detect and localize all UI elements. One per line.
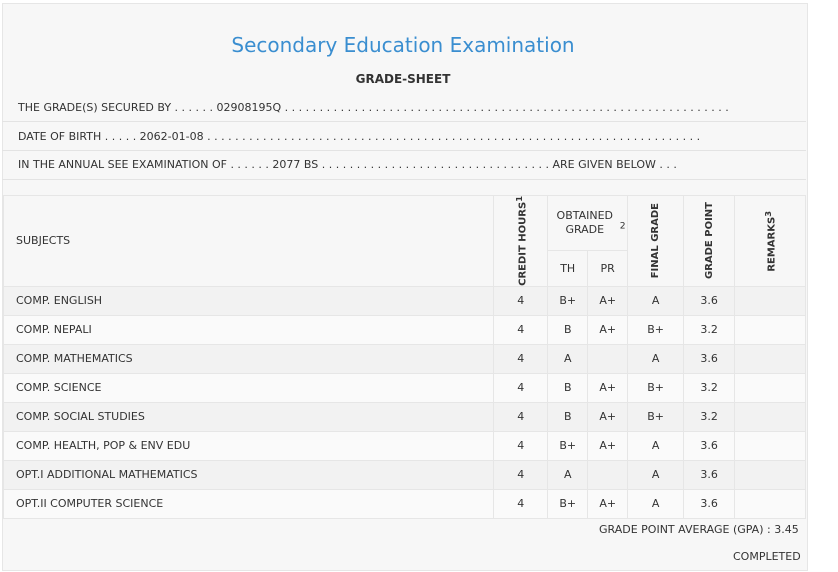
subject-cell: COMP. HEALTH, POP & ENV EDU [4,431,494,460]
final-grade-cell: B+ [628,373,684,402]
subject-cell: OPT.I ADDITIONAL MATHEMATICS [4,460,494,489]
credit-hours-cell: 4 [494,431,548,460]
final-grade-cell: B+ [628,315,684,344]
divider [2,150,806,151]
credit-hours-cell: 4 [494,402,548,431]
subjects-header-label: SUBJECTS [16,234,71,248]
theory-grade-cell: A [548,460,588,489]
remarks-cell [735,460,806,489]
footnote-marker: 2 [619,220,626,232]
remarks-cell [735,373,806,402]
remarks-cell [735,402,806,431]
grade-point-cell: 3.6 [684,460,735,489]
footnote-marker: 3 [762,210,773,217]
divider [2,121,806,122]
theory-grade-cell: B+ [548,431,588,460]
subject-cell: COMP. SCIENCE [4,373,494,402]
remarks-cell [735,431,806,460]
final-grade-cell: A [628,431,684,460]
obtained-grade-label: OBTAINED GRADE [556,208,614,236]
theory-grade-cell: B [548,315,588,344]
practical-grade-cell: A+ [588,431,628,460]
practical-grade-cell: A+ [588,373,628,402]
secured-by-line: THE GRADE(S) SECURED BY . . . . . . 02908195Q . . . . . . . . . . . . . . . . . . . . . . . . . . . . . . . . . . . . . . . . . . . . . . . . . . . . . . . . . . . . . . . . [18,101,729,114]
credit-hours-cell: 4 [494,373,548,402]
table-row [4,460,806,489]
final-grade-cell: B+ [628,402,684,431]
grade-point-cell: 3.6 [684,344,735,373]
grade-point-cell: 3.6 [684,489,735,518]
table-row [4,402,806,431]
grade-point-label: GRADE POINT [703,202,715,280]
final-grade-cell: A [628,489,684,518]
theory-grade-cell: B+ [548,489,588,518]
header-pr [588,250,628,286]
practical-grade-cell [588,460,628,489]
divider [2,179,806,180]
theory-grade-cell: B [548,373,588,402]
header-remarks [735,196,806,287]
practical-grade-cell [588,344,628,373]
credit-hours-cell: 4 [494,344,548,373]
subject-cell: COMP. ENGLISH [4,286,494,315]
theory-grade-cell: A [548,344,588,373]
pr-label: PR [600,261,615,275]
grade-sheet-heading: GRADE-SHEET [355,72,451,86]
subject-cell: OPT.II COMPUTER SCIENCE [4,489,494,518]
grades-table [3,195,806,519]
grade-point-cell: 3.2 [684,373,735,402]
final-grade-cell: A [628,460,684,489]
grade-point-cell: 3.2 [684,402,735,431]
table-row [4,315,806,344]
table-row [4,489,806,518]
grade-point-cell: 3.2 [684,315,735,344]
header-grade-point [684,196,735,287]
header-th [548,250,588,286]
remarks-cell [735,315,806,344]
final-grade-label: FINAL GRADE [650,203,662,279]
table-row [4,286,806,315]
practical-grade-cell: A+ [588,402,628,431]
page-title: Secondary Education Examination [231,33,575,57]
table-row [4,431,806,460]
subject-cell: COMP. NEPALI [4,315,494,344]
th-label: TH [560,261,576,275]
grade-point-cell: 3.6 [684,431,735,460]
table-row [4,373,806,402]
practical-grade-cell: A+ [588,315,628,344]
remarks-cell [735,286,806,315]
completion-status: COMPLETED [733,550,801,563]
header-obtained-grade [548,196,628,251]
remarks-cell [735,344,806,373]
header-subjects [4,196,494,287]
subject-cell: COMP. SOCIAL STUDIES [4,402,494,431]
gpa-summary: GRADE POINT AVERAGE (GPA) : 3.45 [599,523,799,536]
theory-grade-cell: B [548,402,588,431]
date-of-birth-line: DATE OF BIRTH . . . . . 2062-01-08 . . . . . . . . . . . . . . . . . . . . . . . . . . . . . . . . . . . . . . . . . . . . . . . . . . . . . . . . . . . . . . . . . . . . . . . [18,130,701,143]
header-credit-hours [494,196,548,287]
footnote-marker: 1 [513,196,524,202]
practical-grade-cell: A+ [588,489,628,518]
credit-hours-cell: 4 [494,489,548,518]
subject-cell: COMP. MATHEMATICS [4,344,494,373]
credit-hours-label: CREDIT HOURS [516,201,528,286]
remarks-cell [735,489,806,518]
header-final-grade [628,196,684,287]
grade-point-cell: 3.6 [684,286,735,315]
final-grade-cell: A [628,344,684,373]
credit-hours-cell: 4 [494,315,548,344]
theory-grade-cell: B+ [548,286,588,315]
table-row [4,344,806,373]
final-grade-cell: A [628,286,684,315]
remarks-label: REMARKS [766,216,778,272]
credit-hours-cell: 4 [494,460,548,489]
practical-grade-cell: A+ [588,286,628,315]
exam-line: IN THE ANNUAL SEE EXAMINATION OF . . . . . . 2077 BS . . . . . . . . . . . . . . . . . . . . . . . . . . . . . . . . . ARE GIVEN BELOW . . . [18,158,677,171]
credit-hours-cell: 4 [494,286,548,315]
